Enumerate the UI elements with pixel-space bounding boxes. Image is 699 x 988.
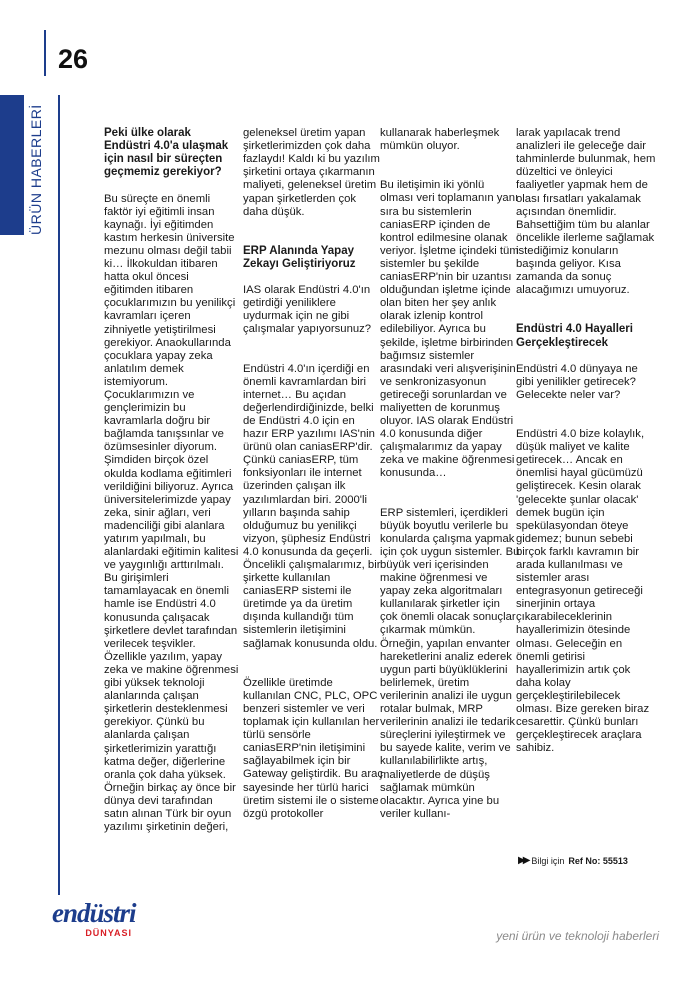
body-paragraph: larak yapılacak trend analizleri ile geleceğe dair tahminlerde bulunmak, hem düzeltici ve önleyici faaliyetler yapmak hem de olası fırsatları yakalamak açısından önemlidir. Bahsettiğim tüm bu alanlar öncelikle ilerleme sağlamak istediğimiz konuların başında geliyor. Kısa zamanda da sonuç alacağımızı umuyoruz. <box>516 127 656 297</box>
magazine-logo <box>52 898 136 938</box>
logo-subtitle: DÜNYASI <box>85 928 132 938</box>
margin-rule <box>58 95 60 895</box>
footer-tagline: yeni ürün ve teknoloji haberleri <box>496 929 659 943</box>
reference-number <box>518 855 628 866</box>
reference-prefix: Bilgi için <box>531 855 565 866</box>
body-paragraph: Endüstri 4.0'ın içerdiği en önemli kavramlardan biri internet… Bu açıdan değerlendirdiğinizde, belki de Endüstri 4.0 için en hazır ERP yazılımı IAS'nin ürünü olan caniasERP'dir. Çünkü caniasERP, tüm fonksiyonları ile internet üzerinden çalışan ilk yazılımlardan biri. 2000'li yılların başında sahip olduğumuz bu yenilikçi vizyon, şüphesiz Endüstri 4.0 konusunda da geçerli. Öncelikli çalışmalarımız, bir şirkette kullanılan caniasERP sistemi ile üretimde ya da üretim dışında kullandığı tüm sistemlerin iletişimini sağlamak konusunda oldu. <box>243 362 381 650</box>
body-paragraph: kullanarak haberleşmek mümkün oluyor. <box>380 127 500 153</box>
article-column-3 <box>380 114 520 847</box>
body-paragraph: geleneksel üretim yapan şirketlerimizden çok daha fazlaydı! Kaldı ki bu yazılım şirketini ortaya çıkarmanın maliyeti, geleneksel üretim yapan şirketlerden çok daha düşük. <box>243 127 380 218</box>
question-heading: Peki ülke olarak Endüstri 4.0'a ulaşmak için nasıl bir süreçten geçmemiz gerekiyor? <box>104 127 229 179</box>
reference-label: Ref No: 55513 <box>568 855 628 866</box>
logo-word: endüstri <box>52 898 136 928</box>
body-paragraph: ERP sistemleri, içerdikleri büyük boyutlu verilerle bu konularda çalışma yapmak için çok uygun sistemler. Bu büyük veri içerisinden makine öğrenmesi ve yapay zeka algoritmaları kullanılarak şirketler için çok önemli olacak sonuçlar çıkarmak mümkün. Örneğin, yapılan envanter hareketlerini analiz ederek uygun parti büyüklüklerini belirlemek, üretim verilerinin analizi ile uygun rotalar bulmak, MRP verilerinin analizi ile tedarik süreçlerini iyileştirmek ve bu sayede kalite, verim ve kullanılabilirlikte artış, maliyetlerde de düşüş sağlamak mümkün olacaktır. Ayrıca yine bu veriler kullanı- <box>380 506 520 820</box>
question-paragraph: Endüstri 4.0 dünyaya ne gibi yenilikler getirecek? Gelecekte neler var? <box>516 362 638 401</box>
body-paragraph: Özellikle üretimde kullanılan CNC, PLC, OPC benzeri sistemler ve veri toplamak için kullanılan her türlü sensörle caniasERP'nin iletişimini sağlayabilmek için bir Gateway geliştirdik. Bu araç sayesinde her türlü harici üretim sistemi ile o sisteme özgü protokoller <box>243 676 384 820</box>
subheading: Endüstri 4.0 Hayalleri Gerçekleştirecek <box>516 323 633 349</box>
subheading: ERP Alanında Yapay Zekayı Geliştiriyoruz <box>243 244 356 270</box>
article-column-4 <box>516 114 656 782</box>
body-paragraph: Endüstri 4.0 bize kolaylık, düşük maliyet ve kalite getirecek… Ancak en önemlisi hayal gücümüzü geliştirecek. Kesin olarak 'gelecekte şunlar olacak' demek bugün için spekülasyondan öteye gidemez; bunun sebebi birçok farklı kavramın bir arada kullanılması ve sistemler arası entegrasyonun getireceği sinerjinin ortaya çıkarabileceklerinin hayallerimizin ötesinde olması. Geleceğin en önemli getirisi hayallerimizin artık çok daha kolay gerçekleştirilebilecek olması. Bize gereken biraz cesarettir. Çünkü bunları gerçekleştirecek araçlara sahibiz. <box>516 428 650 755</box>
answer-paragraph: Bu süreçte en önemli faktör iyi eğitimli insan kaynağı. İyi eğitimden kastım herkesin üniversite mezunu olması değil tabii ki… İlkokuldan itibaren hatta okul öncesi eğitimden itibaren çocuklarımızın bu yenilikçi kavramları içeren zihniyetle yetiştirilmesi gerekiyor. Anaokullarında çocuklara yapay zeka anlatılım demek istemiyorum. Çocuklarımızın ve gençlerimizin bu kavramlarla doğru bir bağlamda tanışsınlar ve özümsesinler diyorum. Şimdiden birçok özel okulda kodlama eğitimleri verildiğini biliyoruz. Ayrıca üniversitelerimizde yapay zeka, sinir ağları, veri madenciliği gibi alanlara yatırım yapılmalı, bu alanlardaki eğitimin kalitesi ve yaygınlığı arttırılmalı. Bu girişimleri tamamlayacak en önemli hamle ise Endüstri 4.0 konusunda çalışacak şirketlere devlet tarafından verilecek teşvikler. Özellikle yazılım, yapay zeka ve makine öğrenmesi gibi yüksek teknoloji alanlarında çalışan şirketlerin desteklenmesi gerekiyor. Çünkü bu alanlarda çalışan şirketlerimizin yarattığı katma değer, diğerlerine oranla çok daha yüksek. Örneğin birkaç ay önce bir dünya devi tarafından satın alınan Türk bir oyun yazılımı şirketinin değeri, <box>104 192 239 834</box>
page-number: 26 <box>57 44 88 74</box>
article-column-1 <box>104 114 240 860</box>
question-paragraph: IAS olarak Endüstri 4.0'ın getirdiği yeniliklere uydurmak için ne gibi çalışmalar yapıyorsunuz? <box>243 284 372 336</box>
section-color-bar <box>0 95 24 235</box>
article-column-2 <box>243 114 383 847</box>
double-arrow-icon: ▶▶ <box>518 855 528 866</box>
section-label: ÜRÜN HABERLERİ <box>28 104 44 235</box>
body-paragraph: Bu iletişimin iki yönlü olması veri toplamanın yanı sıra bu sistemlerin caniasERP içinden de kontrol edilmesine olanak veriyor. İşletme içindeki tüm sistemler bu şekilde caniasERP'nin bir uzantısı olduğundan işletme içinde olan biten her şey anlık olarak izlenip kontrol edilebiliyor. Ayrıca bu şekilde, işletme birbirinden bağımsız sistemler arasındaki veri alışverişinin ve senkronizasyonun getireceği sorunlardan ve maliyetten de korunmuş oluyor. IAS olarak Endüstri 4.0 konusunda diğer çalışmalarımız da yapay zeka ve makine öğrenmesi konusunda… <box>380 179 519 480</box>
